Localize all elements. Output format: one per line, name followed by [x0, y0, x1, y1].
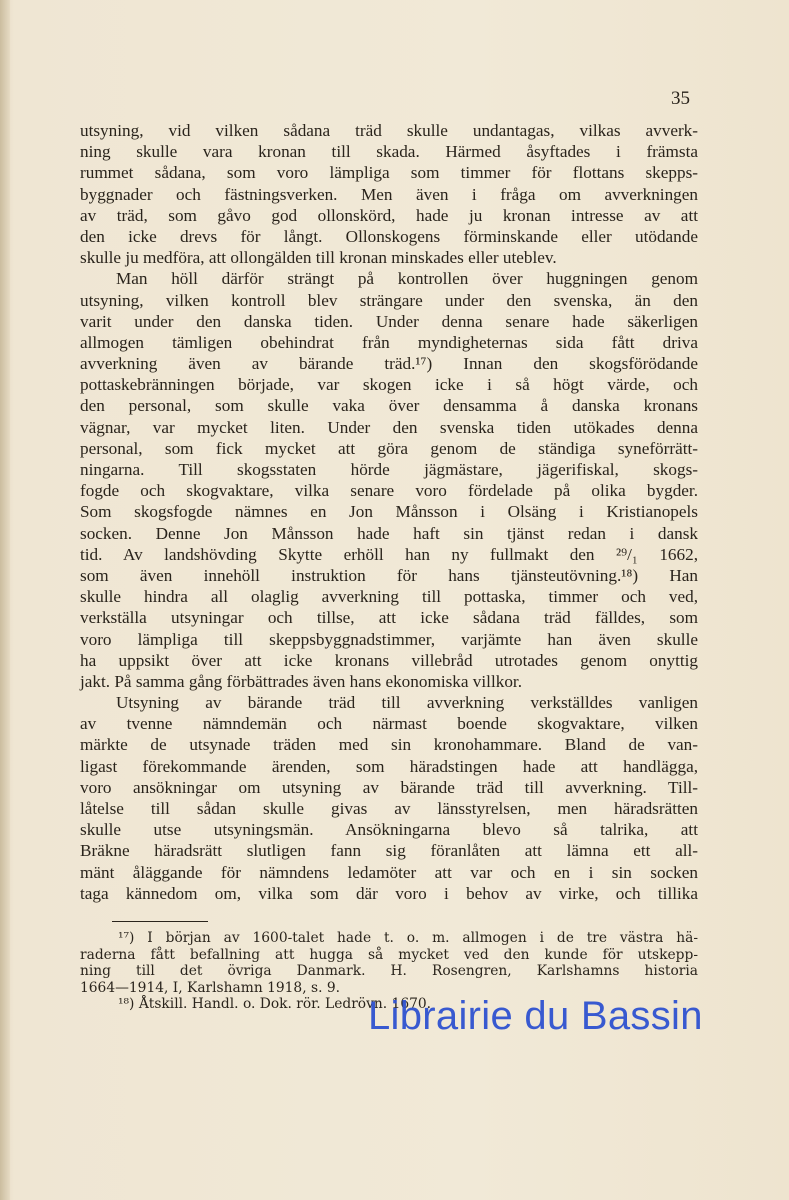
text-line: voro lämpliga till skeppsbyggnadstimmer, varjämte han även skulle: [80, 629, 698, 649]
text-line: låtelse till sådan skulle givas av länsstyrelsen, men häradsrätten: [80, 799, 698, 818]
paragraph-start-line: Man höll därför strängt på kontrollen över huggningen genom: [116, 269, 698, 289]
text-line: ning skulle vara kronan till skada. Härmed åsyftades i främsta: [80, 142, 698, 162]
text-line: vägnar, var mycket liten. Under den svenska tiden utökades denna: [80, 417, 698, 437]
text-line: avverkning även av bärande träd.¹⁷) Innan den skogsförödande: [80, 354, 698, 374]
text-line: verkställa utsyningar och tillse, att icke sådana träd fälldes, som: [80, 608, 698, 628]
footnote-17-line: raderna fått befallning att hugga så mycket ved den kunde för utskepp-: [80, 946, 698, 963]
footnote-17-line: ning till det övriga Danmark. H. Rosengren, Karlshamns historia: [80, 963, 698, 980]
text-line: av tvenne nämndemän och närmast boende skogvaktare, vilken: [80, 714, 698, 734]
text-line: fogde och skogvaktare, vilka senare voro fördelade på olika bygder.: [80, 481, 698, 501]
text-line: den icke drevs för långt. Ollonskogens förminskande eller utödande: [80, 226, 698, 246]
text-line: ningarna. Till skogsstaten hörde jägmästare, jägerifiskal, skogs-: [80, 460, 698, 479]
text-line: skulle ju medföra, att ollongälden till kronan minskades eller uteblev.: [80, 248, 557, 268]
text-line: utsyning, vid vilken sådana träd skulle undantagas, vilkas avverk-: [80, 121, 698, 140]
body-text: [80, 120, 698, 904]
text-line: allmogen tämligen obehindrat från myndigheternas sida fått driva: [80, 332, 698, 352]
text-line: av träd, som gåvo god ollonskörd, hade ju kronan intresse av att: [80, 205, 698, 225]
text-line: utsyning, vilken kontroll blev strängare under den svenska, än den: [80, 290, 698, 310]
text-line: märkte de utsynade träden med sin kronohammare. Bland de van-: [80, 735, 698, 755]
text-line: tid. Av landshövding Skytte erhöll han ny fullmakt den ²⁹/₁ 1662,: [80, 544, 698, 564]
text-line: pottaskebränningen började, var skogen icke i så högt värde, och: [80, 375, 698, 395]
text-line: skulle hindra all olaglig avverkning till pottaska, timmer och ved,: [80, 587, 698, 607]
paragraph-start-line: Utsyning av bärande träd till avverkning verkställdes vanligen: [116, 693, 698, 713]
text-line: jakt. På samma gång förbättrades även hans ekonomiska villkor.: [80, 671, 522, 691]
page-spine-shadow: [0, 0, 10, 1200]
text-line: taga kännedom om, vilka som där voro i behov av virke, och tillika: [80, 883, 698, 903]
text-line: byggnader och fästningsverken. Men även i fråga om avverkningen: [80, 184, 698, 204]
page-number: 35: [671, 88, 690, 109]
text-line: mänt åläggande för nämndens ledamöter att var och en i sin socken: [80, 862, 698, 882]
text-line: ha uppsikt över att icke kronans villebråd utrotades genom onyttig: [80, 650, 698, 670]
footnote-17-line: 1664—1914, I, Karlshamn 1918, s. 9.: [80, 979, 340, 996]
text-line: den personal, som skulle vaka över densamma å danska kronans: [80, 396, 698, 416]
text-line: rummet sådana, som voro lämpliga som timmer för flottans skepps-: [80, 163, 698, 183]
footnote-separator: [112, 921, 208, 922]
text-line: som även innehöll instruktion för hans tjänsteutövning.¹⁸) Han: [80, 565, 698, 585]
text-line: Som skogsfogde nämnes en Jon Månsson i Olsäng i Kristianopels: [80, 502, 698, 522]
text-line: skulle utse utsyningsmän. Ansökningarna blevo så talrika, att: [80, 820, 698, 840]
text-line: ligast förekommande ärenden, som häradstingen hade att handlägga,: [80, 756, 698, 776]
text-line: socken. Denne Jon Månsson hade haft sin tjänst redan i dansk: [80, 523, 698, 543]
text-line: varit under den danska tiden. Under denna senare hade säkerligen: [80, 311, 698, 331]
watermark-text: Librairie du Bassin: [368, 994, 703, 1038]
text-line: voro ansökningar om utsyning av bärande träd till avverkning. Till-: [80, 777, 698, 797]
footnote-18: ¹⁸) Åtskill. Handl. o. Dok. rör. Ledrövn. 1670.: [118, 996, 432, 1013]
footnote-17-line: ¹⁷) I början av 1600-talet hade t. o. m. allmogen i de tre västra hä-: [118, 930, 698, 946]
text-line: personal, som fick mycket att göra genom de ständiga syneförrätt-: [80, 438, 698, 458]
text-line: Bräkne häradsrätt slutligen fann sig föranlåten att lämna ett all-: [80, 841, 698, 861]
